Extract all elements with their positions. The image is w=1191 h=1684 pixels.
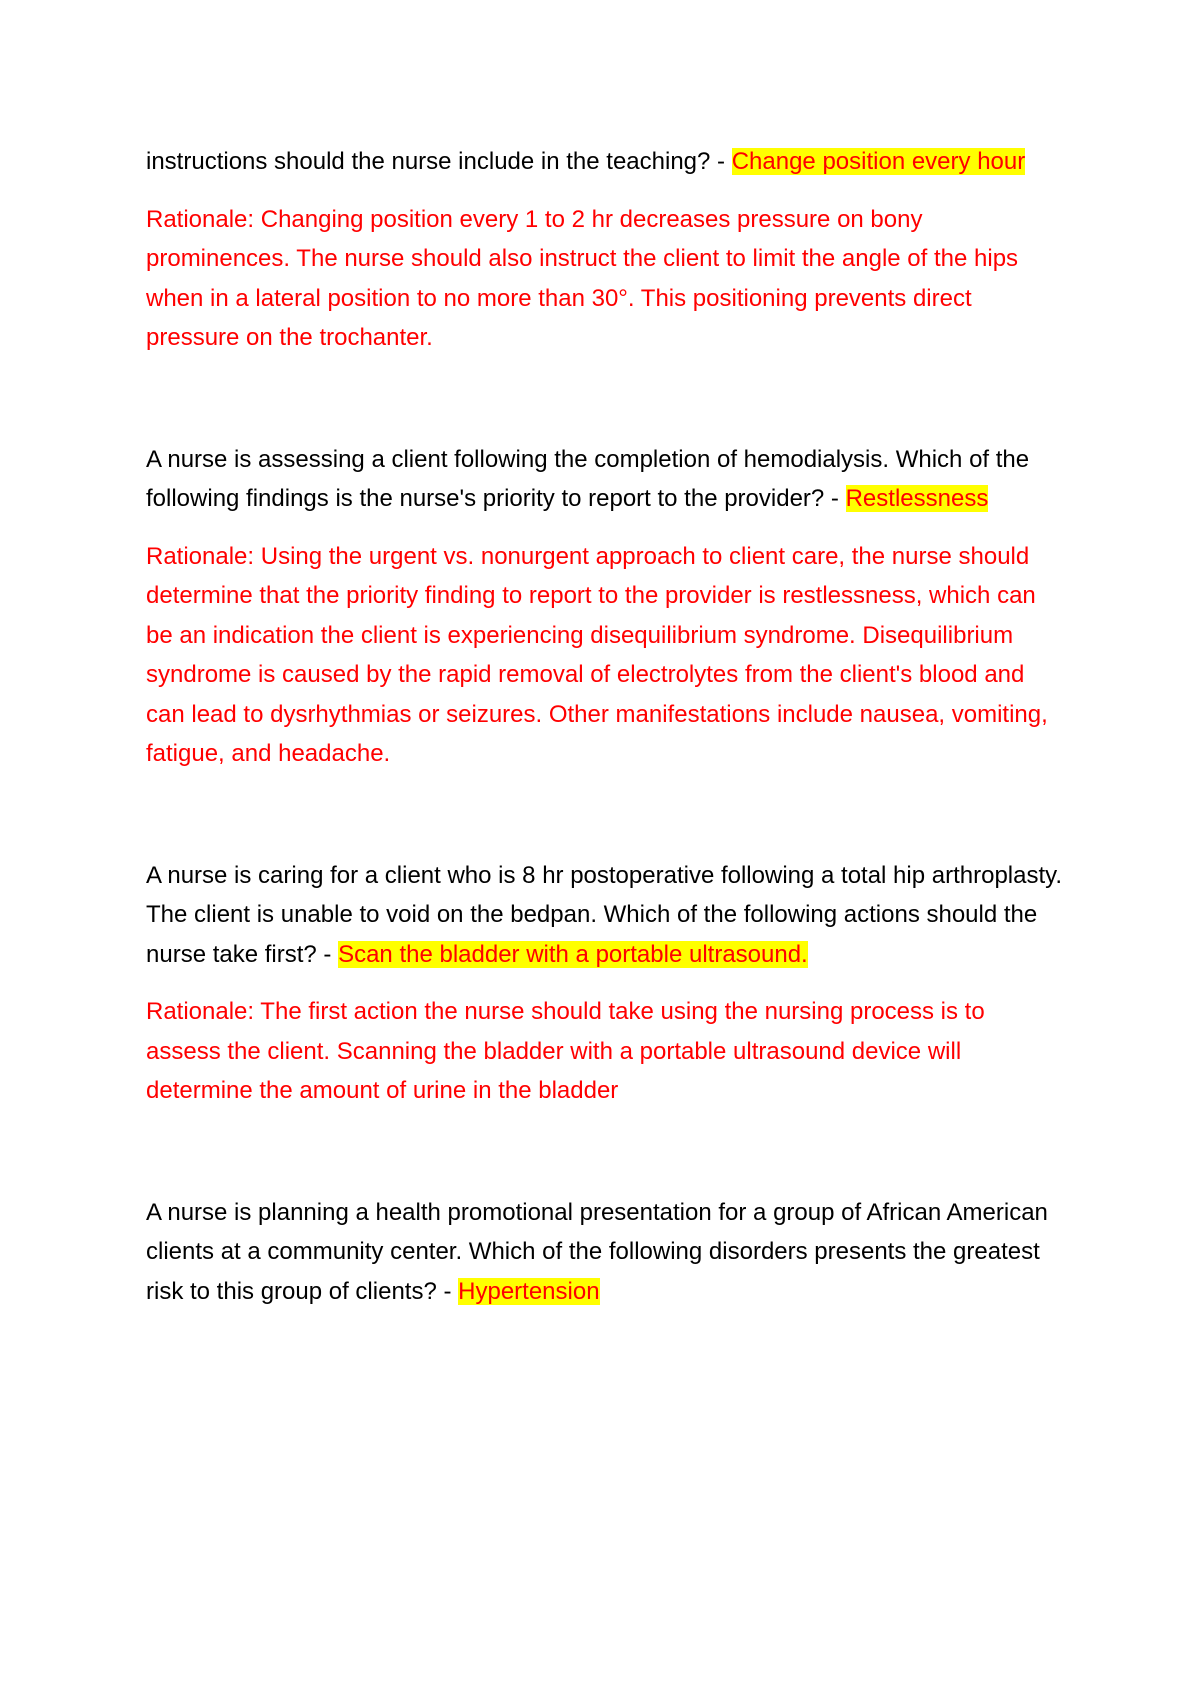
rationale-text: Rationale: The first action the nurse should take using the nursing process is to assess the client. Scanning the bladder with a portable ultrasound device will determine the amount of urine in the bladder [146, 998, 985, 1104]
answer-highlight: Change position every hour [731, 148, 1026, 175]
block-spacer [146, 774, 1066, 856]
question-prompt: A nurse is assessing a client following the completion of hemodialysis. Which of the following findings is the nurse's priority to report to the provider? - [146, 445, 1030, 512]
rationale-text: Rationale: Using the urgent vs. nonurgent approach to client care, the nurse should determine that the priority finding to report to the provider is restlessness, which can be an indication the client is experiencing disequilibrium syndrome. Disequilibrium syndrome is caused by the rapid removal of electrolytes from the client's blood and can lead to dysrhythmias or seizures. Other manifestations include nausea, vomiting, fatigue, and headache. [146, 542, 1048, 767]
question-text [146, 440, 1066, 519]
question-prompt: A nurse is caring for a client who is 8 hr postoperative following a total hip arthroplasty. The client is unable to void on the bedpan. Which of the following actions should the nurse take first? - [146, 861, 1063, 968]
question-prompt: A nurse is planning a health promotional presentation for a group of African American clients at a community center. Which of the following disorders presents the greatest risk to this group of clients? - [146, 1198, 1048, 1305]
block-spacer [146, 358, 1066, 440]
question-block-2 [146, 440, 1066, 774]
question-text [146, 142, 1066, 182]
block-spacer [146, 1111, 1066, 1193]
question-block-4 [146, 1193, 1066, 1312]
question-text [146, 1193, 1066, 1312]
answer-highlight: Hypertension [458, 1277, 600, 1305]
question-block-1 [146, 142, 1066, 358]
question-text [146, 856, 1066, 975]
question-prompt: instructions should the nurse include in the teaching? - [146, 148, 732, 175]
document-body [146, 142, 1066, 1311]
question-block-3 [146, 856, 1066, 1111]
rationale-text: Rationale: Changing position every 1 to 2 hr decreases pressure on bony prominences. The nurse should also instruct the client to limit the angle of the hips when in a lateral position to no more than 30°. This positioning prevents direct pressure on the trochanter. [146, 205, 1019, 351]
answer-highlight: Restlessness [845, 485, 989, 512]
answer-highlight: Scan the bladder with a portable ultrasound. [338, 940, 808, 968]
